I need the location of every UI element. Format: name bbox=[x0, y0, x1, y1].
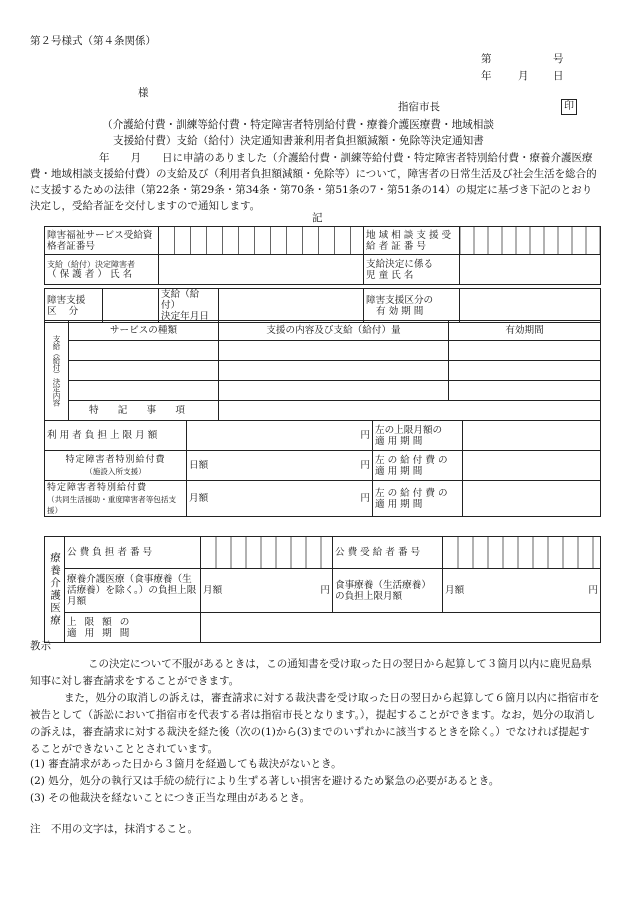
tokutei-facility-label-a: 特定障害者特別給付費 bbox=[65, 455, 166, 465]
certificate-number-label: 障害福祉サービス受給資格者証番号 bbox=[45, 227, 159, 255]
service-row-2-period[interactable] bbox=[449, 361, 601, 381]
medical-burden-limit-label: 療養介護医療（食事療養（生活療養）を除く。）の負担上限月額 bbox=[65, 569, 201, 613]
service-row-3-content[interactable] bbox=[219, 381, 449, 401]
tokutei-group-period-label-a: 左の給付費の bbox=[375, 487, 451, 499]
limit-applied-period-label-b: 適用期間 bbox=[67, 627, 138, 639]
public-recipient-number-field[interactable] bbox=[443, 537, 601, 569]
notice-paragraph-2: また，処分の取消しの訴えは，審査請求に対する裁決書を受け取った日の翌日から起算して６箇月以内に指宿市を被告として（訴訟において指宿市を代表する者は指宿市長となります。），提起することができます。なお，処分の取消しの訴えは，審査請求に対する裁決を経た後（次の(1)から(3)までのいずれかに該当するときを除く。）でなければ提起することができないこととされています。 bbox=[30, 692, 600, 755]
notice-heading: 教示 bbox=[30, 640, 51, 652]
recipient-name-label-b: （保護者）氏名 bbox=[47, 268, 136, 280]
meal-burden-limit-field[interactable] bbox=[443, 569, 601, 613]
title-line-2: 支援給付費）支給（給付）決定通知書兼利用者負担額減額・免除等決定通知書 bbox=[113, 135, 484, 147]
service-row-3-period[interactable] bbox=[449, 381, 601, 401]
special-notes-field[interactable] bbox=[219, 401, 601, 421]
title-line-1: （介護給付費・訓練等給付費・特定障害者特別給付費・療養介護医療費・地域相談 bbox=[102, 119, 494, 131]
col-service-type: サービスの種類 bbox=[69, 321, 219, 341]
burden-table bbox=[44, 420, 601, 517]
decision-date-label-a: 支給（給付） bbox=[161, 289, 200, 311]
yen-2: 円 bbox=[360, 460, 370, 471]
decision-content-side-label: 支給（給付）決定内容 bbox=[45, 321, 69, 421]
decision-date-label bbox=[159, 289, 219, 323]
certificate-number-field[interactable] bbox=[159, 227, 364, 255]
services-table bbox=[44, 320, 601, 421]
tokutei-group-period-label-b: 適用期間 bbox=[375, 498, 426, 510]
tokutei-facility-label-b: （施設入所支援） bbox=[85, 467, 146, 476]
notice-item-2: (2) 処分，処分の執行又は手続の続行により生ずる著しい損害を避けるため緊急の必要があるとき。 bbox=[30, 775, 500, 787]
public-payer-number-label: 公費負担者番号 bbox=[65, 537, 201, 569]
service-row-1-period[interactable] bbox=[449, 341, 601, 361]
number-go: 号 bbox=[553, 53, 564, 65]
support-class-field[interactable] bbox=[103, 289, 159, 323]
yen-1: 円 bbox=[360, 430, 370, 441]
issuer-name: 指宿市長 bbox=[398, 101, 440, 113]
meal-monthly-label: 月額 bbox=[445, 585, 465, 596]
date-day: 日 bbox=[553, 70, 564, 82]
support-class-table bbox=[44, 288, 601, 323]
tokutei-facility-period-label-b: 適用期間 bbox=[375, 465, 426, 477]
recipient-info-table bbox=[44, 226, 601, 285]
col-valid-period: 有効期間 bbox=[449, 321, 601, 341]
yen-5: 円 bbox=[588, 585, 598, 596]
child-name-field[interactable] bbox=[460, 255, 601, 285]
date-month: 月 bbox=[518, 70, 529, 82]
decision-date-label-b: 決定年月日 bbox=[161, 311, 209, 322]
medical-care-table bbox=[44, 536, 601, 643]
service-row-1-type[interactable] bbox=[69, 341, 219, 361]
class-period-label bbox=[364, 289, 460, 323]
class-period-label-b: 有効期間 bbox=[376, 305, 427, 317]
monthly-amount-label: 月額 bbox=[189, 493, 209, 504]
footnote: 注 不用の文字は，抹消すること。 bbox=[30, 823, 198, 835]
recipient-name-label bbox=[45, 255, 159, 285]
medical-care-side-label: 療養介護医療 bbox=[45, 537, 65, 643]
tokutei-group-period-label bbox=[373, 481, 463, 517]
public-payer-number-field[interactable] bbox=[201, 537, 333, 569]
support-class-label bbox=[45, 289, 103, 323]
class-period-field[interactable] bbox=[460, 289, 601, 323]
class-period-label-a: 障害支援区分の bbox=[366, 294, 434, 306]
limit-period-label-b: 適用期間 bbox=[375, 435, 426, 447]
service-row-1-content[interactable] bbox=[219, 341, 449, 361]
tokutei-group-label bbox=[45, 481, 187, 517]
user-burden-limit-field[interactable] bbox=[187, 421, 373, 451]
service-row-2-type[interactable] bbox=[69, 361, 219, 381]
yen-4: 円 bbox=[320, 585, 330, 596]
medical-monthly-label: 月額 bbox=[203, 585, 223, 596]
support-class-label-b: 区分 bbox=[47, 305, 91, 317]
service-row-2-content[interactable] bbox=[219, 361, 449, 381]
recipient-name-label-a: 支給（給付）決定障害者 bbox=[47, 259, 135, 269]
meal-burden-limit-label: 食事療養（生活療養）の負担上限月額 bbox=[333, 569, 443, 613]
limit-applied-period-label-a: 上限額の bbox=[67, 616, 138, 628]
tokutei-group-period-field[interactable] bbox=[463, 481, 601, 517]
medical-burden-limit-field[interactable] bbox=[201, 569, 333, 613]
notice-paragraph-1: この決定について不服があるときは，この通知書を受け取った日の翌日から起算して３箇月以内に鹿児島県知事に対し審査請求をすることができます。 bbox=[30, 658, 592, 687]
special-notes-label: 特 記 事 項 bbox=[69, 401, 219, 421]
limit-period-field[interactable] bbox=[463, 421, 601, 451]
public-recipient-number-label: 公費受給者番号 bbox=[333, 537, 443, 569]
seal-mark: 印 bbox=[561, 99, 577, 115]
support-class-label-a: 障害支援 bbox=[47, 294, 86, 306]
tokutei-group-label-b: （共同生活援助・重度障害者等包括支援） bbox=[47, 494, 177, 515]
addressee-sama: 様 bbox=[138, 87, 149, 99]
notice-item-3: (3) その他裁決を経ないことにつき正当な理由があるとき。 bbox=[30, 792, 311, 804]
notice-item-1: (1) 審査請求があった日から３箇月を経過しても裁決がないとき。 bbox=[30, 758, 342, 770]
child-name-label-b: 児童氏名 bbox=[366, 269, 417, 281]
tokutei-facility-label bbox=[45, 451, 187, 481]
decision-date-field[interactable] bbox=[219, 289, 364, 323]
consult-certificate-field[interactable] bbox=[460, 227, 601, 255]
tokutei-facility-period-field[interactable] bbox=[463, 451, 601, 481]
recipient-name-field[interactable] bbox=[159, 255, 364, 285]
user-burden-limit-label: 利用者負担上限月額 bbox=[45, 421, 187, 451]
child-name-label-a: 支給決定に係る bbox=[366, 258, 434, 270]
tokutei-facility-period-label-a: 左の給付費の bbox=[375, 454, 451, 466]
yen-3: 円 bbox=[360, 493, 370, 504]
limit-period-label bbox=[373, 421, 463, 451]
limit-applied-period-field[interactable] bbox=[201, 613, 601, 643]
tokutei-group-label-a: 特定障害者特別給付費 bbox=[47, 482, 148, 493]
consult-certificate-label: 地域相談支援受給者証番号 bbox=[364, 227, 460, 255]
daily-amount-label: 日額 bbox=[189, 460, 209, 471]
tokutei-facility-amount[interactable] bbox=[187, 451, 373, 481]
number-dai: 第 bbox=[481, 53, 492, 65]
limit-period-label-a: 左の上限月額の bbox=[375, 424, 443, 436]
form-number: 第２号様式（第４条関係） bbox=[30, 35, 156, 47]
tokutei-group-amount[interactable] bbox=[187, 481, 373, 517]
service-row-3-type[interactable] bbox=[69, 381, 219, 401]
ki-heading: 記 bbox=[312, 212, 323, 224]
date-year: 年 bbox=[481, 70, 492, 82]
tokutei-facility-period-label bbox=[373, 451, 463, 481]
col-support-content: 支援の内容及び支給（給付）量 bbox=[219, 321, 449, 341]
limit-applied-period-label bbox=[65, 613, 201, 643]
child-name-label bbox=[364, 255, 460, 285]
intro-paragraph: 年 月 日に申請のありました（介護給付費・訓練等給付費・特定障害者特別給付費・療養介護医療費・地域相談支援給付費）の支給及び（利用者負担額減額・免除等）について，障害者の日常生活及び社会生活を総合的に支援するための法律（第22条・第29条・第34条・第70条・第51条の7・第51条の14）の規定に基づき下記のとおり決定し，受給者証を交付しますので通知します。 bbox=[30, 152, 597, 212]
